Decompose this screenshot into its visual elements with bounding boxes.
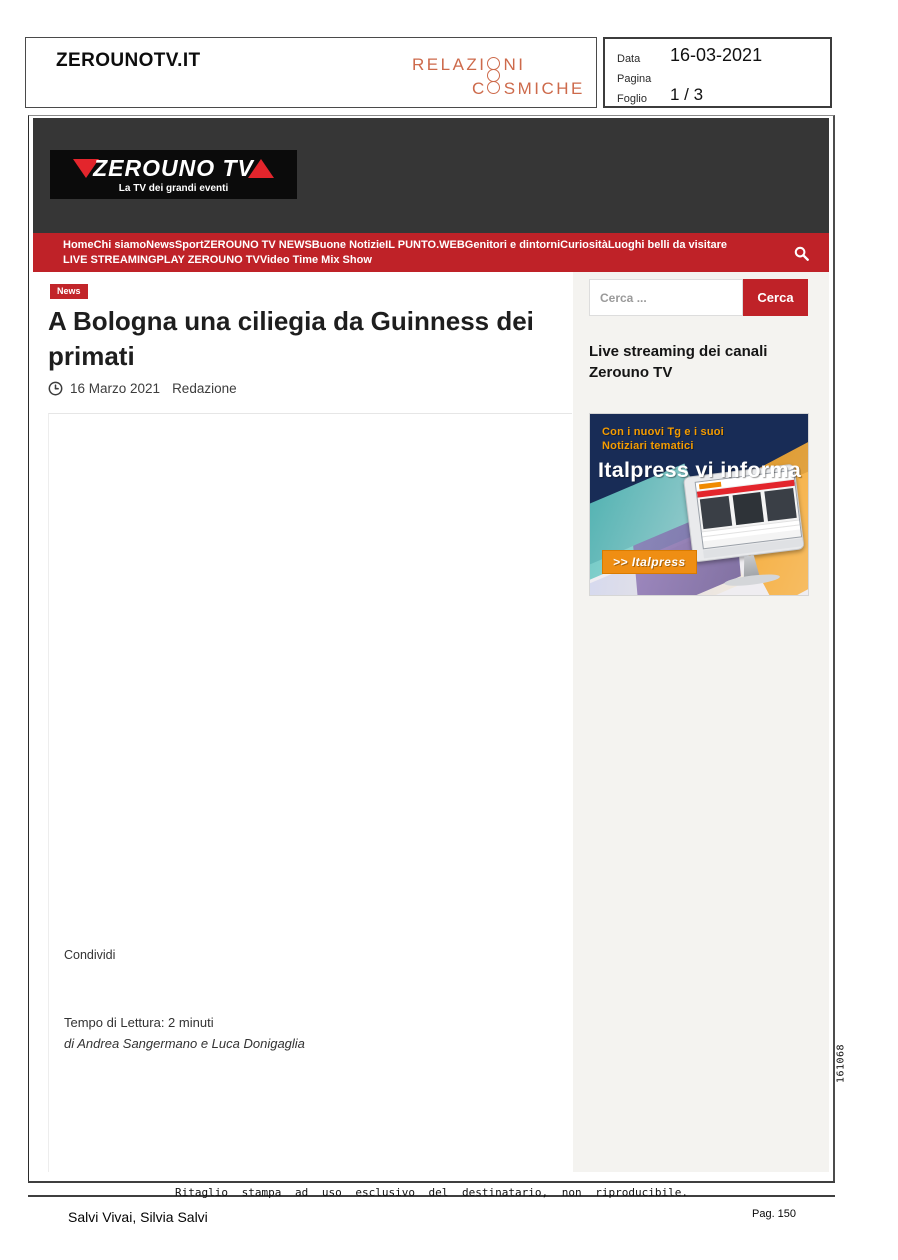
imac-illustration [679, 463, 809, 596]
disclaimer-bar [28, 1181, 835, 1197]
nav-item[interactable]: Luoghi belli da visitare [607, 239, 728, 251]
clipping-meta-box [603, 37, 832, 108]
screen-thumb [732, 492, 764, 525]
data-value: 16-03-2021 [670, 45, 763, 65]
logo-ring-icon [487, 81, 500, 94]
logo-text: NI [503, 55, 526, 74]
clipping-subject: Salvi Vivai, Silvia Salvi [68, 1209, 208, 1225]
logo-tagline: La TV dei grandi eventi [118, 183, 229, 194]
category-badge[interactable]: News [50, 284, 88, 299]
nav-item[interactable]: Genitori e dintorni [464, 239, 561, 251]
meta-row-data [617, 45, 763, 67]
article-title: A Bologna una ciliegia da Guinness dei primati [48, 306, 534, 371]
nav-item[interactable]: News [146, 239, 175, 251]
imac-base [724, 572, 781, 588]
pagina-label: Pagina [617, 73, 652, 85]
website-clip [28, 115, 835, 1181]
article-meta [48, 381, 237, 396]
ad-headline: Italpress vi informa [598, 458, 802, 482]
article-column [33, 272, 573, 1172]
logo-line-1 [412, 53, 592, 77]
reading-time: Tempo di Lettura: 2 minuti [64, 1015, 214, 1030]
clipping-code-vertical: 161068 [835, 1043, 847, 1084]
screen-thumb [700, 496, 732, 529]
main-nav [33, 233, 829, 272]
italpress-button[interactable]: >> Italpress [602, 550, 697, 574]
logo-text: SMICHE [503, 79, 585, 98]
nav-item[interactable]: LIVE STREAMING [63, 254, 157, 266]
nav-item[interactable]: Buone Notizie [311, 239, 386, 251]
relazioni-cosmiche-logo [412, 53, 592, 105]
nav-item[interactable]: ZEROUNO TV NEWS [203, 239, 312, 251]
italpress-ad-banner[interactable] [589, 413, 809, 596]
logo-text: C [472, 79, 487, 98]
logo-text: RELAZI [412, 55, 487, 74]
clipping-source-box [25, 37, 597, 108]
foglio-label: Foglio [617, 93, 647, 105]
search-icon[interactable] [794, 246, 809, 261]
page-reference: Pag. 150 [752, 1208, 797, 1220]
logo-title: ZEROUNO TV [93, 155, 254, 181]
nav-item[interactable]: PLAY ZEROUNO TV [156, 254, 260, 266]
logo-row [73, 155, 274, 182]
meta-row-foglio [617, 85, 704, 107]
search-submit-button[interactable]: Cerca [743, 279, 808, 316]
disclaimer-text: Ritaglio stampa ad uso esclusivo del destinatario, non riproducibile. [175, 1186, 688, 1199]
nav-item[interactable]: Video Time Mix Show [259, 254, 372, 266]
live-streaming-widget-title: Live streaming dei canali Zerouno TV [589, 343, 768, 381]
sidebar [573, 272, 829, 1172]
ad-text-line-1: Con i nuovi Tg e i suoi [602, 426, 724, 438]
nav-item[interactable]: Chi siamo [93, 239, 147, 251]
data-label: Data [617, 53, 641, 65]
foglio-value: 1 / 3 [670, 85, 704, 104]
article-body [48, 413, 572, 1172]
article-date: 16 Marzo 2021 [70, 381, 161, 396]
nav-row-1 [63, 238, 829, 253]
nav-item[interactable]: Sport [174, 239, 204, 251]
zerouno-tv-logo[interactable] [50, 150, 297, 199]
clock-icon [48, 381, 63, 396]
triangle-up-icon [248, 159, 274, 178]
site-header [33, 118, 829, 233]
ad-text-line-2: Notiziari tematici [602, 440, 694, 452]
share-label[interactable]: Condividi [64, 948, 116, 962]
article-author[interactable]: Redazione [172, 381, 237, 396]
nav-item[interactable]: Curiosità [560, 239, 608, 251]
meta-row-pagina [617, 69, 651, 87]
page-content [33, 272, 829, 1172]
source-name: ZEROUNOTV.IT [56, 50, 201, 71]
search-input[interactable] [589, 279, 743, 316]
nav-row-2 [63, 253, 829, 268]
sidebar-search [589, 279, 808, 316]
nav-item[interactable]: IL PUNTO.WEB [385, 239, 465, 251]
article-byline: di Andrea Sangermano e Luca Donigaglia [64, 1036, 305, 1051]
nav-item[interactable]: Home [63, 239, 94, 251]
screen-thumb [765, 488, 797, 521]
